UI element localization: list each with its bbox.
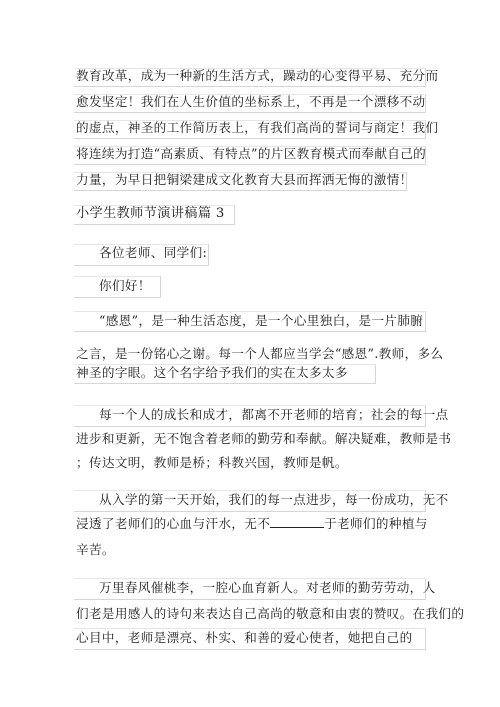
paragraph-line: 愈发坚定！我们在人生价值的坐标系上，不再是一个漂移不动: [76, 94, 426, 109]
paragraph-line: 辛苦。: [76, 542, 115, 557]
paragraph-line: 们老是用感人的诗句来表达自己高尚的敬意和由衷的赞叹。在我们的: [76, 606, 465, 621]
paragraph-line: 万里春风催桃李，一腔心血育新人。对老师的勤劳劳动，人: [99, 580, 436, 595]
section-heading: 小学生教师节演讲稿篇 3: [76, 206, 225, 221]
paragraph-line: 心目中，老师是漂亮、朴实、和善的爱心使者，她把自己的: [76, 630, 413, 645]
greeting-line: 各位老师、同学们:: [99, 245, 208, 260]
paragraph-line: 的虚点，神圣的工作简历表上，有我们高尚的誓词与商定！我们: [76, 120, 439, 135]
paragraph-line: 进步和更新，无不饱含着老师的勤劳和奉献。解决疑难，教师是书: [76, 431, 452, 446]
fill-in-blank: [270, 515, 324, 528]
paragraph-line: 从入学的第一天开始，我们的每一点进步，每一份成功，无不: [99, 492, 449, 507]
paragraph-line-with-blank: [76, 515, 428, 533]
paragraph-line: 每一个人的成长和成才，都离不开老师的培育；社会的每一点: [99, 407, 449, 422]
paragraph-line: ；传达文明，教师是桥；科教兴国，教师是帆。: [76, 455, 348, 470]
paragraph-line: 之言，是一份铭心之谢。每一个人都应当学会“感恩”.教师，多么: [76, 346, 444, 361]
paragraph-line: 力量，为早日把铜梁建成文化教育大县而挥洒无悔的激情！: [76, 172, 413, 187]
paragraph-line: 神圣的字眼。这个名字给予我们的实在太多太多: [76, 365, 348, 380]
hello-line: 你们好！: [99, 278, 151, 293]
paragraph-line: 将连续为打造“高素质、有特点”的片区教育模式而奉献自己的: [76, 146, 427, 161]
line-text-before-blank: 浸透了老师们的心血与汗水，无不: [76, 516, 271, 531]
line-text-after-blank: 于老师们的种植与: [324, 516, 428, 531]
paragraph-line: “感恩”，是一种生活态度，是一个心里独白，是一片肺腑: [99, 313, 424, 328]
paragraph-line: 教育改革，成为一种新的生活方式，躁动的心变得平易、充分而: [76, 68, 439, 83]
